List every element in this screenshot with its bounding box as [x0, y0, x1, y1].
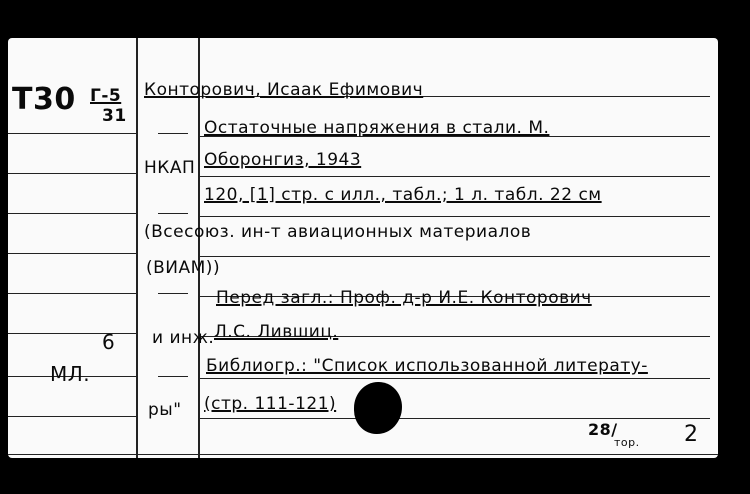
rule-line	[8, 333, 136, 334]
call-number-main: Т30	[12, 82, 76, 117]
author-line: Конторович, Исаак Ефимович	[144, 80, 424, 100]
title-line: Остаточные напряжения в стали. М.	[204, 118, 550, 138]
rule-line	[158, 293, 188, 294]
rule-line	[158, 376, 188, 377]
right-rule	[198, 38, 200, 458]
call-number-top: Г-5	[90, 86, 122, 106]
rule-line	[198, 216, 710, 217]
bibliography-line: Библиогр.: "Список использованной литерату-	[206, 356, 648, 376]
note-prefix: и инж.	[152, 328, 215, 348]
corner-mark: 2	[684, 422, 699, 447]
collation-line: 120, [1] стр. с илл., табл.; 1 л. табл. 22 см	[204, 185, 602, 205]
rule-line	[8, 133, 136, 134]
series-line: (Всесоюз. ин-т авиационных материалов	[144, 222, 532, 242]
rule-line	[198, 256, 710, 257]
corner-note-sub: тор.	[614, 436, 640, 449]
catalog-card	[8, 38, 718, 458]
series-line-2: (ВИАМ))	[146, 258, 221, 278]
rule-line	[198, 176, 710, 177]
note-line-2: Л.С. Лившиц.	[214, 322, 339, 342]
note-line: Перед загл.: Проф. д-р И.Е. Конторович	[216, 288, 592, 308]
rule-line	[8, 416, 136, 417]
rule-line	[8, 253, 136, 254]
rule-line	[158, 213, 188, 214]
publisher-prefix: НКАП	[144, 158, 196, 178]
ink-blot	[354, 382, 402, 434]
bibliography-prefix: ры"	[148, 400, 182, 420]
corner-note: 28/	[588, 420, 618, 439]
rule-line	[8, 213, 136, 214]
bibliography-line-2: (стр. 111-121)	[204, 394, 337, 414]
left-rule	[136, 38, 138, 458]
rule-line	[198, 378, 710, 379]
rule-line	[8, 293, 136, 294]
rule-line	[8, 454, 718, 455]
rule-line	[8, 173, 136, 174]
margin-mark: МЛ.	[50, 362, 91, 386]
rule-line	[198, 418, 710, 419]
rule-line	[158, 133, 188, 134]
call-number-bottom: 31	[102, 106, 127, 126]
margin-mark: 6	[102, 330, 116, 354]
publisher-line: Оборонгиз, 1943	[204, 150, 362, 170]
